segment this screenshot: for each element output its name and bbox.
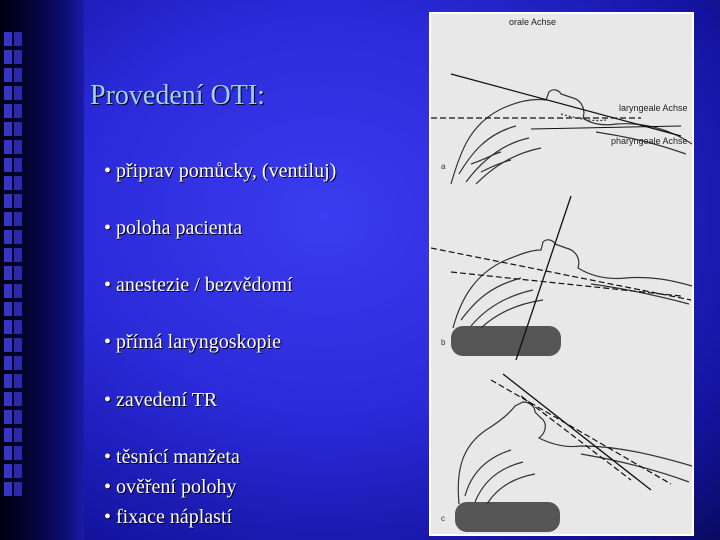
decorative-square-row (4, 86, 24, 100)
bullet-text: připrav pomůcky, (ventiluj) (116, 160, 337, 182)
bullet-item (104, 506, 232, 529)
decorative-square-row (4, 50, 24, 64)
bullet-text: zavedení TR (116, 389, 218, 411)
bullet-item (104, 160, 336, 183)
bullet-symbol: • (104, 476, 112, 498)
decorative-square (4, 338, 12, 352)
decorative-square (14, 302, 22, 316)
panel-letter-c: c (441, 514, 445, 523)
decorative-square (14, 230, 22, 244)
decorative-square (4, 140, 12, 154)
decorative-square-row (4, 68, 24, 82)
decorative-square-row (4, 338, 24, 352)
decorative-square-row (4, 464, 24, 478)
decorative-square-row (4, 158, 24, 172)
bullet-text: fixace náplastí (116, 506, 233, 528)
intubation-axes-illustration (429, 12, 694, 536)
bullet-symbol: • (104, 446, 112, 468)
laryngeal-axis-label: laryngeale Achse (619, 103, 688, 113)
decorative-square (4, 122, 12, 136)
bullet-text: ověření polohy (116, 476, 237, 498)
decorative-square-row (4, 194, 24, 208)
decorative-square-pattern (4, 32, 24, 500)
decorative-square (14, 284, 22, 298)
decorative-square (14, 428, 22, 442)
decorative-square-row (4, 428, 24, 442)
bullet-item (104, 476, 237, 499)
figure-panel-a (431, 14, 692, 186)
decorative-square (4, 230, 12, 244)
decorative-square (4, 158, 12, 172)
panel-letter-a: a (441, 162, 446, 171)
decorative-square (14, 446, 22, 460)
decorative-square-row (4, 212, 24, 226)
decorative-square (4, 374, 12, 388)
decorative-square (14, 338, 22, 352)
bullet-item (104, 274, 293, 297)
decorative-square (14, 176, 22, 190)
bullet-symbol: • (104, 331, 112, 353)
decorative-square (4, 446, 12, 460)
decorative-left-strip (0, 0, 84, 540)
decorative-square (14, 374, 22, 388)
decorative-square (14, 320, 22, 334)
bullet-text: přímá laryngoskopie (116, 331, 281, 353)
decorative-square-row (4, 446, 24, 460)
decorative-square (14, 104, 22, 118)
decorative-square-row (4, 392, 24, 406)
decorative-square-row (4, 140, 24, 154)
decorative-square (4, 410, 12, 424)
decorative-square (4, 428, 12, 442)
head-pillow-shape (455, 502, 560, 532)
bullet-item (104, 446, 240, 469)
decorative-square (4, 176, 12, 190)
head-pillow-shape (451, 326, 561, 356)
decorative-square-row (4, 122, 24, 136)
decorative-square-row (4, 266, 24, 280)
bullet-symbol: • (104, 160, 112, 182)
decorative-square (14, 248, 22, 262)
decorative-square (14, 86, 22, 100)
decorative-square-row (4, 410, 24, 424)
decorative-square (14, 158, 22, 172)
decorative-square (14, 392, 22, 406)
decorative-square (4, 284, 12, 298)
decorative-square (4, 32, 12, 46)
head-position-drawing-b (431, 188, 692, 360)
decorative-square-row (4, 482, 24, 496)
decorative-square (14, 356, 22, 370)
decorative-square-row (4, 302, 24, 316)
decorative-square (14, 410, 22, 424)
bullet-text: anestezie / bezvědomí (116, 274, 293, 296)
decorative-square (4, 68, 12, 82)
decorative-square (4, 248, 12, 262)
head-position-drawing-a (431, 14, 692, 186)
bullet-symbol: • (104, 274, 112, 296)
panel-letter-b: b (441, 338, 446, 347)
decorative-square (14, 464, 22, 478)
bullet-text: těsnící manžeta (116, 446, 240, 468)
pharyngeal-axis-label: pharyngeale Achse (611, 136, 688, 146)
decorative-square (4, 104, 12, 118)
decorative-square-row (4, 230, 24, 244)
slide-title: Provedení OTI: (90, 80, 265, 111)
decorative-square (14, 140, 22, 154)
bullet-item (104, 389, 217, 412)
bullet-symbol: • (104, 389, 112, 411)
decorative-square (4, 320, 12, 334)
decorative-square (4, 266, 12, 280)
decorative-square-row (4, 284, 24, 298)
decorative-square-row (4, 320, 24, 334)
decorative-square (4, 464, 12, 478)
decorative-square (14, 212, 22, 226)
decorative-square (14, 194, 22, 208)
decorative-square-row (4, 176, 24, 190)
decorative-square (14, 266, 22, 280)
oral-axis-label: orale Achse (509, 17, 557, 27)
decorative-square (14, 482, 22, 496)
decorative-square (14, 32, 22, 46)
decorative-square (4, 302, 12, 316)
decorative-square-row (4, 104, 24, 118)
decorative-square (4, 212, 12, 226)
bullet-text: poloha pacienta (116, 217, 243, 239)
decorative-square-row (4, 32, 24, 46)
bullet-item (104, 331, 281, 354)
decorative-square (4, 356, 12, 370)
figure-panel-b (431, 188, 692, 360)
bullet-item (104, 217, 242, 240)
bullet-symbol: • (104, 217, 112, 239)
bullet-symbol: • (104, 506, 112, 528)
decorative-square-row (4, 356, 24, 370)
decorative-square (4, 194, 12, 208)
decorative-square (14, 50, 22, 64)
decorative-square (14, 122, 22, 136)
decorative-square (14, 68, 22, 82)
decorative-square-row (4, 374, 24, 388)
head-position-drawing-c (431, 362, 692, 536)
decorative-square (4, 392, 12, 406)
decorative-square-row (4, 248, 24, 262)
decorative-square (4, 482, 12, 496)
decorative-square (4, 86, 12, 100)
decorative-square (4, 50, 12, 64)
figure-panel-c (431, 362, 692, 536)
